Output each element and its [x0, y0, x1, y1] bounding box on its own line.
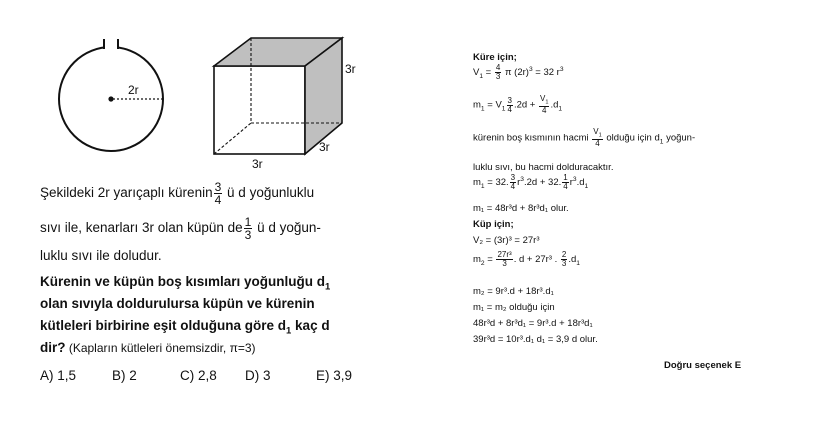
sphere-center	[108, 96, 113, 101]
solution-line: $m_1 = 32$. $\frac{3}{4}$ $r^3.2d + 32$. $\frac{1}{4}$ $r^3.d_1$	[473, 173, 589, 191]
option-c: C) 2,8	[180, 368, 217, 383]
cube-bottom-label: 3r	[252, 157, 263, 171]
solution-heading-cube: Küp için;	[473, 219, 514, 230]
figure	[0, 0, 420, 180]
solution-line: m₂ = 9r³.d + 18r³.d₁	[473, 286, 554, 297]
solution-line: $V_1$ = $\frac{4}{3}$ π $(2r)^3 = 32$ $r^3$	[473, 63, 564, 81]
question-text: sıvı ile, kenarları 3r olan küpün de	[40, 220, 243, 236]
cube-depth-label: 3r	[319, 140, 330, 154]
question-line-2	[40, 216, 321, 241]
solution-line: $m_1 = V_1$ $\frac{3}{4}$ .2d + $\frac{V_1}{4}$ $.d_1$	[473, 94, 563, 116]
question-bold-line-3: kütleleri birbirine eşit olduğuna göre $d_1$ kaç d	[40, 318, 330, 337]
solution-line: V₂ = (3r)³ = 27r³	[473, 235, 540, 246]
sphere-radius-label: 2r	[128, 83, 139, 97]
solution-heading-sphere: Küre için;	[473, 52, 517, 63]
question-bold-line-4: dir? (Kapların kütleleri önemsizdir, π=3)	[40, 340, 256, 355]
question-line-3: luklu sıvı ile doludur.	[40, 248, 162, 263]
question-text: ü d yoğunluklu	[227, 185, 315, 201]
solution-answer: Doğru seçenek E	[664, 360, 742, 371]
solution-line: m₁ = 48r³d + 8r³d₁ olur.	[473, 203, 569, 214]
solution-line: m₁ = m₂ olduğu için	[473, 302, 555, 313]
fraction: $\frac{1}{3}$	[244, 215, 252, 242]
sphere-neck	[103, 39, 119, 53]
fraction: $\frac{3}{4}$	[214, 180, 222, 207]
question-bold-line-2: olan sıvıyla doldurulursa küpün ve kürenin	[40, 296, 315, 311]
option-e: E) 3,9	[316, 368, 353, 383]
option-b: B) 2	[112, 368, 137, 383]
solution-line: 39r³d = 10r³.d₁ d₁ = 3,9 d olur.	[473, 334, 598, 345]
solution-line: luklu sıvı, bu hacmi dolduracaktır.	[473, 162, 614, 173]
solution-line: $m_2$ = $\frac{\text{27r³}}{3}$ . d + 27r³ . $\frac{2}{3}$ $.d_1$	[473, 250, 580, 268]
cube-figure	[214, 38, 356, 171]
solution-line: kürenin boş kısmının hacmi $\frac{V_1}{4}$ olduğu için $d_1$ yoğun-	[473, 127, 696, 149]
option-d: D) 3	[245, 368, 271, 383]
solution-line: 48r³d + 8r³d₁ = 9r³.d + 18r³d₁	[473, 318, 593, 329]
sphere-figure	[59, 39, 163, 151]
question-line-1	[40, 181, 314, 206]
option-a: A) 1,5	[40, 368, 77, 383]
cube-side-label: 3r	[345, 62, 356, 76]
cube-front-face	[214, 66, 305, 154]
question-bold-line-1: Kürenin ve küpün boş kısımları yoğunluğu $d_1$	[40, 274, 331, 293]
question-text: ü d yoğun-	[257, 220, 321, 236]
question-text: Şekildeki 2r yarıçaplı kürenin	[40, 185, 213, 201]
